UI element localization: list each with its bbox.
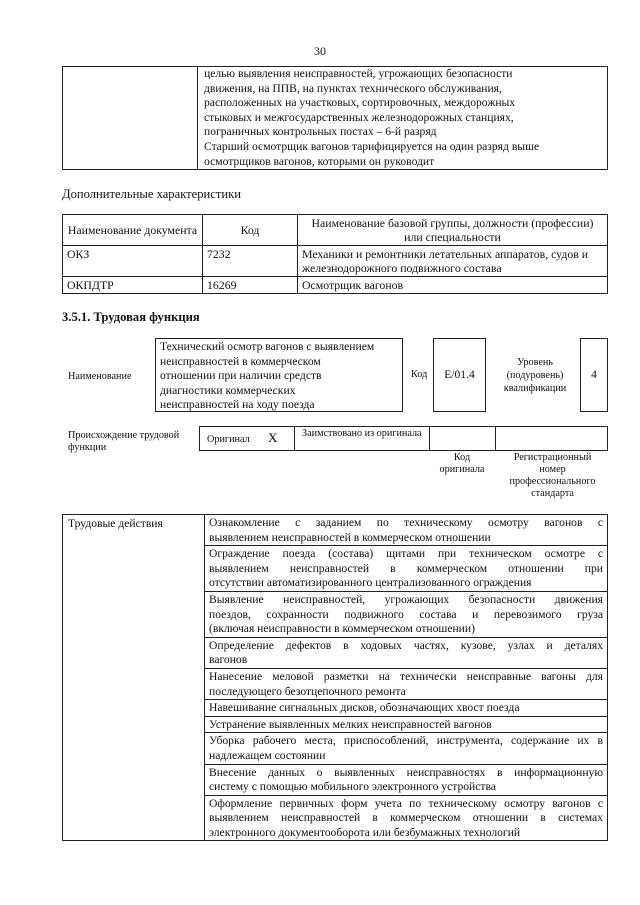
header-group-name: Наименование базовой группы, должности (профессии) или специальности xyxy=(298,215,608,246)
row-code: 7232 xyxy=(203,246,298,277)
table-row xyxy=(63,277,608,294)
registration-number-label: Регистрационный номер профессионального стандарта xyxy=(509,452,596,499)
text-line: движения, на ППВ, на пунктах технического обслуживания, xyxy=(204,81,502,95)
text-line: Устранение выявленных мелких неисправностей вагонов xyxy=(209,717,492,731)
empty-cell xyxy=(63,67,198,170)
text-line: диагностики коммерческих xyxy=(160,383,296,397)
labor-actions-table xyxy=(62,514,608,841)
text-line: неисправностей в коммерческом xyxy=(160,354,321,368)
text-line: стыковых и межгосударственных железнодорожных станциях, xyxy=(204,110,514,124)
list-item xyxy=(205,546,608,592)
text-line: Выявление неисправностей, угрожающих безопасности движения xyxy=(209,592,603,606)
original-label: Оригинал xyxy=(207,434,250,445)
qualification-text-cell xyxy=(198,67,608,170)
origin-label: Происхождение трудовой функции xyxy=(68,430,180,453)
row-code: 16269 xyxy=(203,277,298,294)
text-line: Нанесение меловой разметки на технически неисправные вагоны для xyxy=(209,669,603,683)
level-value-box xyxy=(580,338,608,412)
text-line: выявлением неисправностей в коммерческом отношении в системах xyxy=(209,811,603,825)
additional-characteristics-title: Дополнительные характеристики xyxy=(62,187,241,201)
text-line: последующего безотцепочного ремонта xyxy=(209,684,406,698)
text-line: Уровень xyxy=(517,357,553,368)
text-line: систему с помощью мобильного электронного устройства xyxy=(209,780,496,794)
row-document: ОКЗ xyxy=(63,246,203,277)
list-item xyxy=(205,716,608,733)
text-line: осмотрщиков вагонов, которыми он руководит xyxy=(204,154,435,168)
text-line: (подуровень) xyxy=(506,370,564,381)
labor-actions-label: Трудовые действия xyxy=(63,515,205,841)
text-line: выявлением неисправностей в коммерческом отношении xyxy=(209,530,491,544)
additional-characteristics-table xyxy=(62,214,608,294)
list-item xyxy=(205,591,608,637)
row-name: Механики и ремонтники летательных аппаратов, судов и железнодорожного подвижного состава xyxy=(298,246,608,277)
text-line: расположенных на участковых, сортировочных, междорожных xyxy=(204,96,516,110)
text-line: Ознакомление с заданием по техническому осмотру вагонов с xyxy=(209,516,603,529)
text-line: пограничных контрольных постах – 6-й разряд xyxy=(204,125,437,139)
text-line: квалификации xyxy=(503,383,567,394)
text-line: Оформление первичных форм учета по техническому осмотру вагонов с xyxy=(209,796,603,810)
text-line: надлежащем состоянии xyxy=(209,748,326,762)
text-line: неисправностей на ходу поезда xyxy=(160,398,315,412)
level-value: 4 xyxy=(591,368,597,381)
borrowed-label: Заимствовано из оригинала xyxy=(302,428,422,439)
level-label xyxy=(490,356,580,395)
function-heading: 3.5.1. Трудовая функция xyxy=(62,310,200,324)
text-line: Ограждение поезда (состава) щитами при техническом осмотре с xyxy=(209,547,603,561)
list-item xyxy=(205,515,608,546)
divider xyxy=(294,426,295,451)
divider xyxy=(495,426,496,451)
divider xyxy=(429,426,430,451)
text-line: отношении при наличии средств xyxy=(160,369,322,383)
text-line: вагонов xyxy=(209,653,248,667)
list-item xyxy=(205,637,608,668)
list-item xyxy=(205,795,608,841)
list-item xyxy=(205,733,608,764)
original-mark: X xyxy=(268,430,278,445)
code-value-box xyxy=(433,338,486,412)
page-number: 30 xyxy=(314,44,326,58)
text-line: целью выявления неисправностей, угрожающих безопасности xyxy=(204,67,513,80)
text-line: Старший осмотрщик вагонов тарифицируется на один разряд выше xyxy=(204,139,540,153)
row-name: Осмотрщик вагонов xyxy=(298,277,608,294)
function-name-box xyxy=(155,338,403,412)
table-row xyxy=(63,246,608,277)
list-item xyxy=(205,764,608,795)
code-original-label: Код оригинала xyxy=(439,452,485,475)
text-line: электронного документооборота или безбумажных технологий xyxy=(209,825,521,839)
text-line: поездов, сохранности подвижного состава и перевозимого груза xyxy=(209,607,603,621)
text-line: Определение дефектов в ходовых частях, кузове, узлах и деталях xyxy=(209,638,603,652)
header-document: Наименование документа xyxy=(63,215,203,246)
text-line: Навешивание сигнальных дисков, обозначающих хвост поезда xyxy=(209,701,520,715)
text-line: Внесение данных о выявленных неисправностях в информационную xyxy=(209,765,603,779)
code-label: Код xyxy=(411,369,428,380)
text-line: Технический осмотр вагонов с выявлением xyxy=(160,340,375,353)
name-label: Наименование xyxy=(68,371,132,382)
list-item xyxy=(205,700,608,717)
qualification-continuation-table xyxy=(62,66,608,170)
text-line: отсутствии автоматизированного централизованного ограждения xyxy=(209,576,532,590)
row-document: ОКПДТР xyxy=(63,277,203,294)
list-item xyxy=(205,668,608,699)
code-value: E/01.4 xyxy=(444,368,475,381)
text-line: Уборка рабочего места, приспособлений, инструмента, содержание их в xyxy=(209,734,603,748)
text-line: (включая неисправности в коммерческом отношении) xyxy=(209,622,475,636)
text-line: выявлением неисправностей в коммерческом отношении при xyxy=(209,561,603,575)
header-code: Код xyxy=(203,215,298,246)
